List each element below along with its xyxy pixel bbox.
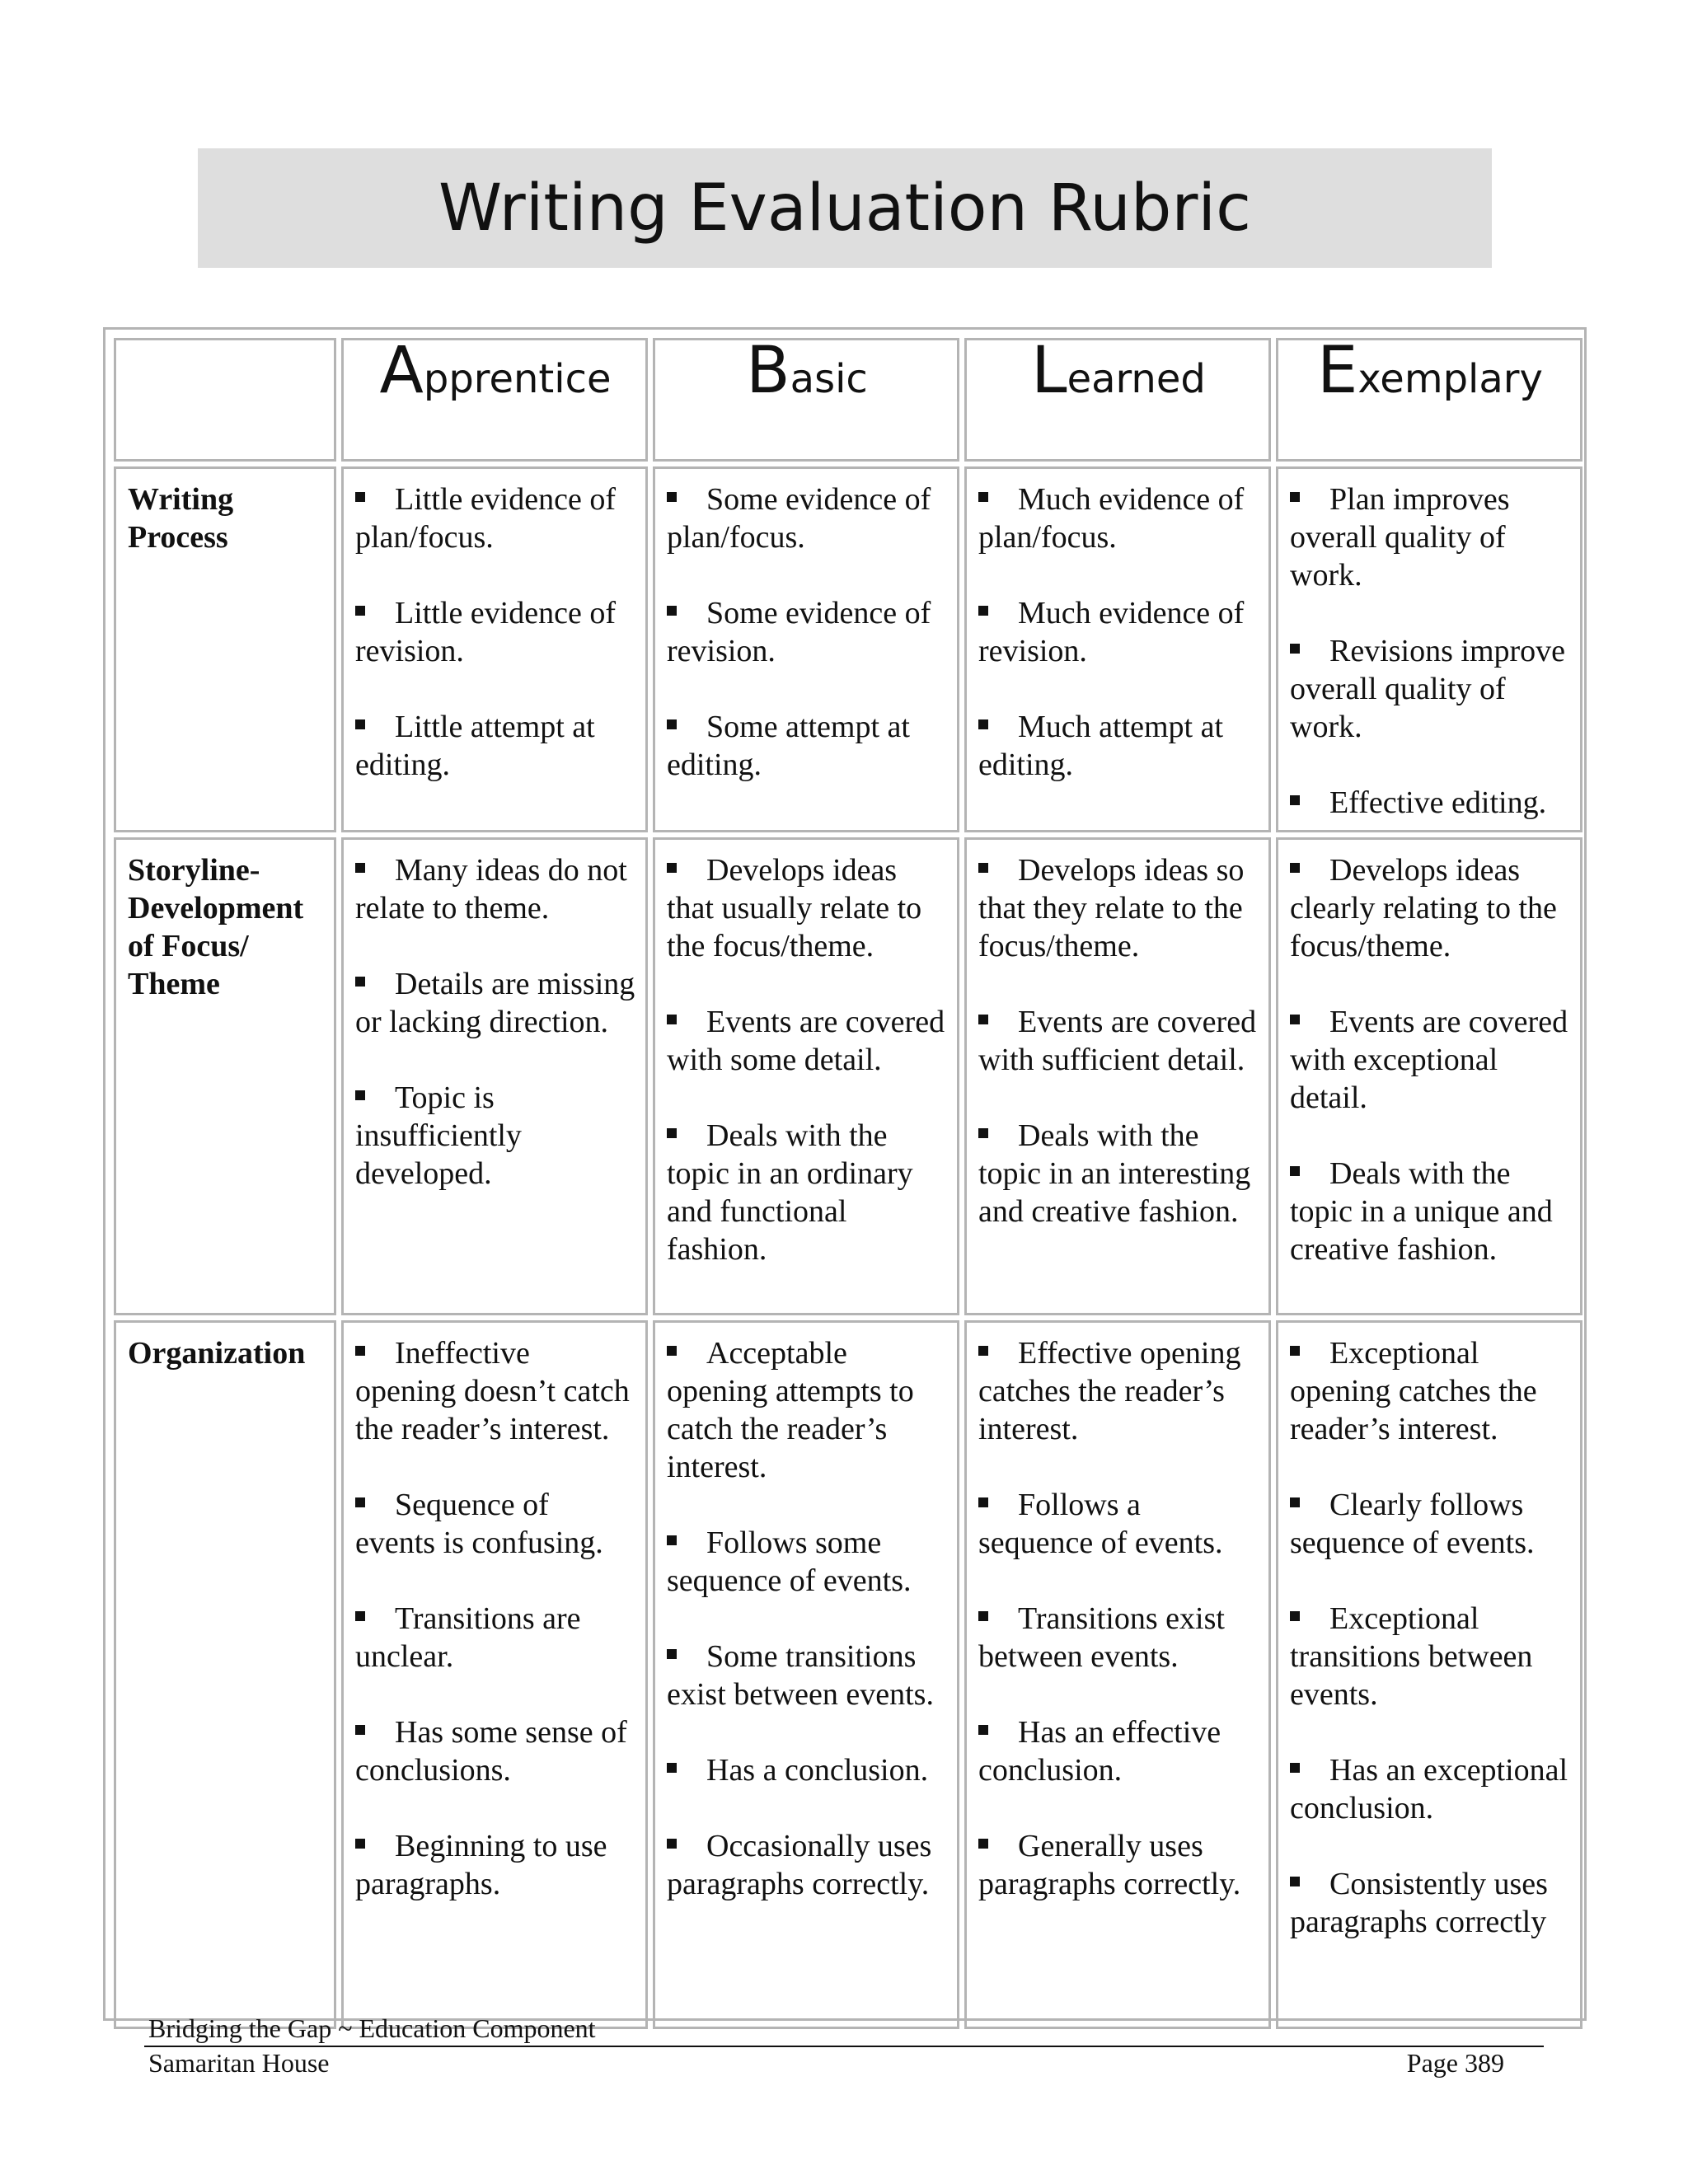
descriptor-item <box>978 1117 1259 1230</box>
descriptor-text: Little evidence of revision. <box>355 596 616 668</box>
level-initial: B <box>746 334 790 408</box>
descriptor-text: Events are covered with sufficient detail. <box>978 1005 1257 1077</box>
descriptor-item <box>667 1524 947 1600</box>
square-bullet-icon <box>355 606 365 616</box>
descriptor-text: Generally uses paragraphs correctly. <box>978 1829 1241 1901</box>
descriptor-item <box>1290 1334 1570 1448</box>
descriptor-item <box>1290 1155 1570 1268</box>
header-corner-cell <box>114 338 336 462</box>
footer-bottom-line <box>148 2047 1541 2079</box>
descriptor-text: Some evidence of plan/focus. <box>667 482 931 555</box>
level-initial: A <box>379 334 424 408</box>
square-bullet-icon <box>1290 1346 1300 1356</box>
square-bullet-icon <box>355 719 365 729</box>
descriptor-item <box>667 1751 947 1789</box>
square-bullet-icon <box>355 1725 365 1735</box>
descriptor-text: Deals with the topic in an ordinary and functional fashion. <box>667 1118 913 1267</box>
criterion-cell <box>114 466 336 832</box>
descriptor-text: Clearly follows sequence of events. <box>1290 1488 1535 1560</box>
descriptor-item <box>1290 1751 1570 1827</box>
descriptor-item <box>978 1334 1259 1448</box>
descriptor-text: Plan improves overall quality of work. <box>1290 482 1510 593</box>
footer-page-number: Page 389 <box>1406 2048 1504 2078</box>
descriptor-item <box>667 594 947 670</box>
descriptor-item <box>667 1117 947 1268</box>
descriptor-cell <box>653 466 959 832</box>
square-bullet-icon <box>1290 492 1300 502</box>
title-banner <box>198 148 1492 268</box>
descriptor-cell <box>964 837 1271 1315</box>
descriptor-text: Much attempt at editing. <box>978 710 1224 782</box>
descriptor-cell <box>1276 466 1582 832</box>
square-bullet-icon <box>355 1497 365 1507</box>
descriptor-text: Occasionally uses paragraphs correctly. <box>667 1829 932 1901</box>
descriptor-text: Little attempt at editing. <box>355 710 595 782</box>
square-bullet-icon <box>1290 1497 1300 1507</box>
descriptor-text: Acceptable opening attempts to catch the reader’s interest. <box>667 1336 914 1484</box>
square-bullet-icon <box>355 1090 365 1100</box>
square-bullet-icon <box>1290 795 1300 805</box>
descriptor-text: Has an effective conclusion. <box>978 1715 1221 1788</box>
descriptor-cell <box>341 466 648 832</box>
criterion-label: Storyline- Development of Focus/ Theme <box>128 853 304 1001</box>
square-bullet-icon <box>1290 863 1300 873</box>
rubric-row <box>114 1320 1582 2029</box>
descriptor-item <box>355 480 635 556</box>
rubric-row <box>114 466 1582 832</box>
descriptor-item <box>978 1600 1259 1675</box>
square-bullet-icon <box>978 863 988 873</box>
level-rest: pprentice <box>423 356 612 402</box>
square-bullet-icon <box>355 977 365 987</box>
descriptor-item <box>1290 632 1570 746</box>
descriptor-item <box>355 1079 635 1193</box>
square-bullet-icon <box>978 606 988 616</box>
descriptor-item <box>667 1638 947 1713</box>
descriptor-text: Follows some sequence of events. <box>667 1526 912 1598</box>
square-bullet-icon <box>355 1839 365 1849</box>
descriptor-item <box>1290 1865 1570 1941</box>
square-bullet-icon <box>1290 1611 1300 1621</box>
square-bullet-icon <box>355 492 365 502</box>
descriptor-text: Revisions improve overall quality of work. <box>1290 634 1566 744</box>
square-bullet-icon <box>1290 644 1300 654</box>
descriptor-item <box>355 708 635 784</box>
descriptor-item <box>355 851 635 927</box>
descriptor-text: Exceptional opening catches the reader’s interest. <box>1290 1336 1537 1446</box>
descriptor-item <box>978 480 1259 556</box>
descriptor-item <box>978 708 1259 784</box>
square-bullet-icon <box>978 1725 988 1735</box>
square-bullet-icon <box>667 1128 677 1138</box>
square-bullet-icon <box>667 1839 677 1849</box>
descriptor-item <box>667 851 947 965</box>
descriptor-item <box>667 1334 947 1486</box>
descriptor-text: Develops ideas that usually relate to the focus/theme. <box>667 853 922 963</box>
descriptor-cell <box>1276 1320 1582 2029</box>
descriptor-item <box>355 1486 635 1562</box>
level-rest: asic <box>790 356 868 402</box>
square-bullet-icon <box>355 1346 365 1356</box>
page-title: Writing Evaluation Rubric <box>438 171 1251 246</box>
descriptor-text: Much evidence of revision. <box>978 596 1245 668</box>
square-bullet-icon <box>1290 1877 1300 1886</box>
level-rest: earned <box>1067 356 1206 402</box>
level-header-learned <box>964 334 1271 462</box>
descriptor-text: Much evidence of plan/focus. <box>978 482 1245 555</box>
descriptor-cell <box>341 1320 648 2029</box>
descriptor-text: Consistently uses paragraphs correctly <box>1290 1867 1548 1939</box>
square-bullet-icon <box>355 863 365 873</box>
footer-organization: Samaritan House <box>148 2048 330 2078</box>
descriptor-item <box>978 594 1259 670</box>
descriptor-text: Effective opening catches the reader’s interest. <box>978 1336 1241 1446</box>
square-bullet-icon <box>355 1611 365 1621</box>
descriptor-item <box>978 1486 1259 1562</box>
descriptor-cell <box>341 837 648 1315</box>
level-initial: L <box>1031 334 1067 408</box>
level-header-apprentice <box>341 334 648 462</box>
descriptor-item <box>355 1600 635 1675</box>
descriptor-item <box>1290 1600 1570 1713</box>
square-bullet-icon <box>978 492 988 502</box>
descriptor-item <box>667 1827 947 1903</box>
rubric-row <box>114 837 1582 1315</box>
descriptor-text: Some evidence of revision. <box>667 596 931 668</box>
descriptor-item <box>1290 1003 1570 1117</box>
square-bullet-icon <box>1290 1015 1300 1024</box>
descriptor-text: Effective editing. <box>1329 785 1547 820</box>
square-bullet-icon <box>978 1497 988 1507</box>
square-bullet-icon <box>978 1015 988 1024</box>
square-bullet-icon <box>667 606 677 616</box>
descriptor-item <box>1290 784 1570 822</box>
square-bullet-icon <box>667 719 677 729</box>
level-rest: xemplary <box>1357 356 1543 402</box>
square-bullet-icon <box>978 1611 988 1621</box>
descriptor-text: Deals with the topic in an interesting and creative fashion. <box>978 1118 1251 1229</box>
square-bullet-icon <box>978 1346 988 1356</box>
descriptor-text: Transitions are unclear. <box>355 1601 581 1674</box>
criterion-cell <box>114 1320 336 2029</box>
descriptor-item <box>355 1827 635 1903</box>
descriptor-text: Has some sense of conclusions. <box>355 1715 627 1788</box>
square-bullet-icon <box>667 1535 677 1545</box>
square-bullet-icon <box>667 863 677 873</box>
descriptor-text: Develops ideas clearly relating to the focus/theme. <box>1290 853 1557 963</box>
square-bullet-icon <box>667 1015 677 1024</box>
descriptor-text: Follows a sequence of events. <box>978 1488 1223 1560</box>
descriptor-text: Events are covered with some detail. <box>667 1005 945 1077</box>
square-bullet-icon <box>1290 1166 1300 1176</box>
level-header-exemplary <box>1276 334 1582 462</box>
descriptor-text: Deals with the topic in a unique and creative fashion. <box>1290 1156 1553 1267</box>
square-bullet-icon <box>978 1128 988 1138</box>
descriptor-item <box>978 1827 1259 1903</box>
descriptor-item <box>978 1003 1259 1079</box>
criterion-cell <box>114 837 336 1315</box>
rubric-table-frame <box>103 327 1587 2021</box>
square-bullet-icon <box>667 492 677 502</box>
descriptor-text: Little evidence of plan/focus. <box>355 482 616 555</box>
descriptor-text: Some transitions exist between events. <box>667 1639 934 1712</box>
descriptor-text: Some attempt at editing. <box>667 710 910 782</box>
descriptor-item <box>355 965 635 1041</box>
footer-program-line: Bridging the Gap ~ Education Component <box>148 2013 596 2043</box>
descriptor-item <box>355 594 635 670</box>
square-bullet-icon <box>667 1346 677 1356</box>
descriptor-item <box>667 708 947 784</box>
descriptor-text: Events are covered with exceptional detail. <box>1290 1005 1568 1115</box>
descriptor-text: Sequence of events is confusing. <box>355 1488 603 1560</box>
descriptor-item <box>1290 1486 1570 1562</box>
level-header-basic <box>653 334 959 462</box>
descriptor-text: Beginning to use paragraphs. <box>355 1829 607 1901</box>
descriptor-cell <box>653 1320 959 2029</box>
descriptor-text: Ineffective opening doesn’t catch the reader’s interest. <box>355 1336 630 1446</box>
descriptor-text: Details are missing or lacking direction. <box>355 967 635 1039</box>
descriptor-cell <box>964 1320 1271 2029</box>
square-bullet-icon <box>667 1649 677 1659</box>
descriptor-item <box>355 1334 635 1448</box>
descriptor-item <box>1290 480 1570 594</box>
square-bullet-icon <box>978 1839 988 1849</box>
descriptor-text: Many ideas do not relate to theme. <box>355 853 627 926</box>
descriptor-text: Transitions exist between events. <box>978 1601 1225 1674</box>
criterion-label: Organization <box>128 1336 306 1371</box>
criterion-label: Writing Process <box>128 482 234 555</box>
header-row <box>114 338 1582 462</box>
square-bullet-icon <box>978 719 988 729</box>
square-bullet-icon <box>1290 1763 1300 1773</box>
descriptor-cell <box>964 466 1271 832</box>
descriptor-item <box>355 1713 635 1789</box>
descriptor-item <box>667 1003 947 1079</box>
descriptor-text: Has an exceptional conclusion. <box>1290 1753 1568 1825</box>
descriptor-item <box>1290 851 1570 965</box>
descriptor-text: Develops ideas so that they relate to the focus/theme. <box>978 853 1245 963</box>
descriptor-item <box>978 1713 1259 1789</box>
descriptor-cell <box>653 837 959 1315</box>
descriptor-text: Exceptional transitions between events. <box>1290 1601 1533 1712</box>
level-initial: E <box>1317 334 1358 408</box>
descriptor-cell <box>1276 837 1582 1315</box>
rubric-table <box>109 333 1587 2034</box>
descriptor-item <box>667 480 947 556</box>
descriptor-text: Topic is insufficiently developed. <box>355 1080 522 1191</box>
descriptor-item <box>978 851 1259 965</box>
descriptor-text: Has a conclusion. <box>706 1753 929 1788</box>
square-bullet-icon <box>667 1763 677 1773</box>
